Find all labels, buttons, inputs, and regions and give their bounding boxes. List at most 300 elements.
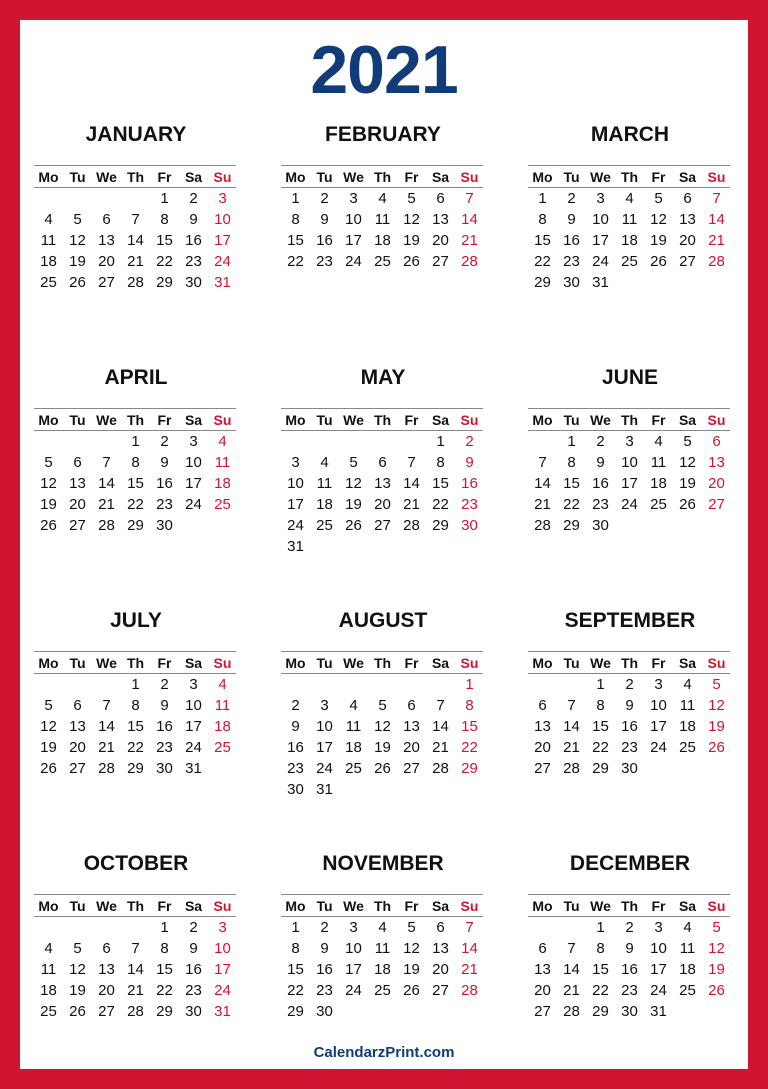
weekday-header: Mo [532, 898, 553, 914]
day-cell: 19 [69, 253, 86, 270]
weekday-header: Tu [563, 898, 580, 914]
day-cell: 27 [534, 760, 551, 777]
day-cell: 19 [708, 718, 725, 735]
day-cell: 30 [156, 760, 173, 777]
day-cell: 10 [345, 940, 362, 957]
day-cell: 7 [465, 190, 474, 207]
day-cell: 12 [679, 454, 696, 471]
day-cell: 26 [650, 253, 667, 270]
day-cell: 20 [534, 739, 551, 756]
day-cell: 7 [131, 940, 140, 957]
day-cell: 27 [534, 1003, 551, 1020]
day-cell: 3 [189, 676, 198, 693]
day-cell: 9 [596, 454, 605, 471]
day-cell: 30 [621, 760, 638, 777]
day-cell: 18 [214, 475, 231, 492]
empty-cell [92, 431, 121, 452]
day-cell: 16 [316, 232, 333, 249]
day-cell: 12 [40, 475, 57, 492]
empty-cell [528, 431, 557, 452]
day-cell: 2 [291, 697, 300, 714]
day-cell: 20 [534, 982, 551, 999]
day-cell: 6 [102, 211, 111, 228]
day-cell: 10 [214, 211, 231, 228]
day-cell: 27 [374, 517, 391, 534]
day-cell: 17 [592, 232, 609, 249]
day-cell: 28 [98, 517, 115, 534]
weekday-header: Th [620, 412, 639, 428]
day-cell: 21 [563, 739, 580, 756]
day-cell: 29 [127, 760, 144, 777]
day-cell: 7 [465, 919, 474, 936]
day-cell: 29 [563, 517, 580, 534]
day-grid [34, 167, 238, 293]
day-cell: 14 [461, 211, 478, 228]
day-cell: 5 [73, 211, 82, 228]
weekday-rule-top [34, 651, 236, 652]
day-cell: 2 [189, 919, 198, 936]
day-cell: 7 [407, 454, 416, 471]
day-cell: 3 [349, 190, 358, 207]
day-grid [281, 896, 485, 1022]
day-cell: 9 [189, 211, 198, 228]
day-cell: 19 [40, 496, 57, 513]
day-cell: 22 [534, 253, 551, 270]
day-cell: 23 [592, 496, 609, 513]
day-cell: 16 [621, 961, 638, 978]
day-cell: 21 [432, 739, 449, 756]
empty-cell [528, 917, 557, 938]
day-cell: 9 [320, 940, 329, 957]
day-cell: 12 [708, 697, 725, 714]
weekday-header: We [590, 898, 611, 914]
day-cell: 11 [214, 697, 231, 714]
day-cell: 17 [214, 961, 231, 978]
day-cell: 28 [534, 517, 551, 534]
day-cell: 7 [102, 697, 111, 714]
day-cell: 11 [679, 940, 696, 957]
day-cell: 24 [287, 517, 304, 534]
day-cell: 26 [345, 517, 362, 534]
day-cell: 3 [291, 454, 300, 471]
day-cell: 30 [592, 517, 609, 534]
day-cell: 25 [621, 253, 638, 270]
weekday-rule-top [34, 165, 236, 166]
month-name: SEPTEMBER [564, 609, 696, 632]
day-cell: 23 [185, 982, 202, 999]
day-cell: 13 [679, 211, 696, 228]
day-cell: 12 [374, 718, 391, 735]
day-cell: 26 [69, 1003, 86, 1020]
day-cell: 25 [40, 274, 57, 291]
day-cell: 8 [131, 697, 140, 714]
empty-cell [368, 674, 397, 695]
day-cell: 11 [374, 940, 391, 957]
day-cell: 17 [316, 739, 333, 756]
day-cell: 12 [69, 961, 86, 978]
day-grid [281, 410, 485, 557]
month-name: AUGUST [338, 609, 428, 632]
day-cell: 4 [349, 697, 358, 714]
day-cell: 20 [679, 232, 696, 249]
weekday-header: Mo [532, 412, 553, 428]
day-cell: 26 [374, 760, 391, 777]
day-cell: 21 [127, 253, 144, 270]
weekday-header: Tu [316, 169, 333, 185]
empty-cell [92, 917, 121, 938]
day-cell: 14 [563, 718, 580, 735]
day-cell: 5 [407, 190, 416, 207]
weekday-header: Su [460, 169, 479, 185]
day-cell: 1 [538, 190, 547, 207]
day-cell: 30 [185, 1003, 202, 1020]
day-cell: 23 [316, 982, 333, 999]
day-cell: 18 [316, 496, 333, 513]
day-cell: 18 [345, 739, 362, 756]
day-cell: 26 [679, 496, 696, 513]
day-cell: 2 [189, 190, 198, 207]
day-cell: 15 [156, 961, 173, 978]
day-cell: 16 [156, 475, 173, 492]
day-grid [281, 167, 485, 272]
weekday-header: Sa [184, 412, 203, 428]
day-grid [34, 896, 238, 1022]
weekday-header: Tu [316, 898, 333, 914]
day-cell: 25 [214, 496, 231, 513]
day-cell: 22 [592, 739, 609, 756]
day-cell: 28 [563, 760, 580, 777]
day-cell: 28 [432, 760, 449, 777]
day-cell: 20 [432, 232, 449, 249]
weekday-header: Fr [157, 169, 172, 185]
day-cell: 4 [218, 433, 227, 450]
day-cell: 18 [40, 982, 57, 999]
day-cell: 11 [40, 961, 57, 978]
weekday-header: Mo [38, 169, 59, 185]
empty-cell [34, 188, 63, 209]
month-name: JUNE [601, 366, 659, 389]
weekday-header: Mo [285, 655, 306, 671]
month-name: DECEMBER [569, 852, 691, 875]
day-cell: 3 [349, 919, 358, 936]
weekday-rule-top [281, 894, 483, 895]
weekday-header: Sa [431, 169, 450, 185]
day-cell: 1 [131, 433, 140, 450]
day-cell: 29 [156, 274, 173, 291]
weekday-rule-top [281, 651, 483, 652]
day-cell: 13 [403, 718, 420, 735]
day-cell: 7 [131, 211, 140, 228]
day-cell: 27 [98, 1003, 115, 1020]
day-cell: 6 [407, 697, 416, 714]
day-cell: 6 [436, 919, 445, 936]
day-cell: 12 [650, 211, 667, 228]
day-cell: 6 [73, 697, 82, 714]
day-cell: 2 [625, 676, 634, 693]
day-cell: 18 [679, 718, 696, 735]
day-cell: 8 [131, 454, 140, 471]
day-cell: 14 [563, 961, 580, 978]
weekday-header: Th [620, 655, 639, 671]
footer-brand: CalendarzPrint.com [313, 1044, 455, 1061]
day-cell: 11 [679, 697, 696, 714]
day-cell: 7 [567, 697, 576, 714]
day-cell: 8 [538, 211, 547, 228]
day-cell: 18 [374, 232, 391, 249]
weekday-header: We [590, 169, 611, 185]
empty-cell [281, 674, 310, 695]
day-cell: 29 [127, 517, 144, 534]
weekday-header: Mo [285, 898, 306, 914]
day-cell: 19 [708, 961, 725, 978]
day-cell: 17 [214, 232, 231, 249]
day-cell: 31 [185, 760, 202, 777]
day-cell: 20 [374, 496, 391, 513]
day-cell: 13 [69, 718, 86, 735]
day-cell: 19 [345, 496, 362, 513]
day-cell: 24 [621, 496, 638, 513]
day-cell: 26 [40, 760, 57, 777]
day-cell: 14 [461, 940, 478, 957]
day-cell: 13 [374, 475, 391, 492]
day-cell: 28 [403, 517, 420, 534]
day-cell: 14 [403, 475, 420, 492]
day-cell: 1 [291, 919, 300, 936]
weekday-header: Fr [651, 412, 666, 428]
empty-cell [528, 674, 557, 695]
day-cell: 5 [654, 190, 663, 207]
day-cell: 26 [403, 253, 420, 270]
day-cell: 23 [316, 253, 333, 270]
weekday-rule-top [528, 408, 730, 409]
day-cell: 29 [287, 1003, 304, 1020]
day-cell: 2 [320, 190, 329, 207]
weekday-header: Th [373, 655, 392, 671]
empty-cell [63, 674, 92, 695]
day-cell: 21 [127, 982, 144, 999]
day-cell: 16 [156, 718, 173, 735]
day-grid [528, 167, 732, 293]
day-cell: 12 [69, 232, 86, 249]
day-cell: 30 [316, 1003, 333, 1020]
day-cell: 10 [287, 475, 304, 492]
day-cell: 24 [650, 739, 667, 756]
day-cell: 6 [436, 190, 445, 207]
day-grid [528, 896, 732, 1022]
day-cell: 23 [461, 496, 478, 513]
day-cell: 24 [316, 760, 333, 777]
day-cell: 3 [320, 697, 329, 714]
day-cell: 31 [316, 781, 333, 798]
day-cell: 13 [534, 718, 551, 735]
day-cell: 25 [650, 496, 667, 513]
day-cell: 29 [156, 1003, 173, 1020]
day-cell: 13 [69, 475, 86, 492]
weekday-header: Sa [184, 655, 203, 671]
day-grid [528, 653, 732, 779]
day-cell: 27 [98, 274, 115, 291]
weekday-header: Th [126, 169, 145, 185]
day-cell: 13 [534, 961, 551, 978]
day-cell: 4 [44, 940, 53, 957]
day-cell: 15 [127, 718, 144, 735]
day-cell: 17 [650, 718, 667, 735]
day-cell: 8 [291, 211, 300, 228]
day-cell: 14 [98, 718, 115, 735]
weekday-header: Sa [678, 412, 697, 428]
day-cell: 20 [432, 961, 449, 978]
day-cell: 1 [160, 190, 169, 207]
day-cell: 27 [679, 253, 696, 270]
weekday-header: Th [620, 898, 639, 914]
day-cell: 25 [679, 982, 696, 999]
weekday-header: We [96, 898, 117, 914]
weekday-header: Tu [69, 655, 86, 671]
day-cell: 8 [596, 697, 605, 714]
day-cell: 15 [287, 961, 304, 978]
day-grid [34, 410, 238, 536]
weekday-header: Fr [404, 169, 419, 185]
day-cell: 21 [708, 232, 725, 249]
empty-cell [63, 917, 92, 938]
day-cell: 25 [345, 760, 362, 777]
day-cell: 31 [214, 274, 231, 291]
day-cell: 19 [374, 739, 391, 756]
weekday-rule-top [528, 894, 730, 895]
day-cell: 8 [567, 454, 576, 471]
weekday-header: Mo [532, 655, 553, 671]
day-cell: 24 [214, 253, 231, 270]
weekday-header: Tu [69, 898, 86, 914]
day-cell: 1 [131, 676, 140, 693]
day-cell: 25 [316, 517, 333, 534]
day-cell: 4 [683, 919, 692, 936]
day-cell: 1 [160, 919, 169, 936]
day-cell: 6 [538, 940, 547, 957]
empty-cell [557, 917, 586, 938]
weekday-header: We [96, 655, 117, 671]
calendar-sheet [20, 20, 748, 1069]
day-cell: 3 [625, 433, 634, 450]
day-cell: 30 [461, 517, 478, 534]
day-cell: 29 [592, 1003, 609, 1020]
weekday-header: Su [213, 169, 232, 185]
day-cell: 2 [465, 433, 474, 450]
weekday-header: We [96, 412, 117, 428]
day-cell: 6 [73, 454, 82, 471]
day-cell: 4 [320, 454, 329, 471]
weekday-header: We [343, 898, 364, 914]
day-cell: 23 [156, 739, 173, 756]
day-cell: 17 [650, 961, 667, 978]
day-cell: 4 [625, 190, 634, 207]
weekday-header: Tu [563, 655, 580, 671]
day-cell: 20 [69, 496, 86, 513]
weekday-header: Su [707, 655, 726, 671]
day-cell: 25 [40, 1003, 57, 1020]
empty-cell [426, 674, 455, 695]
day-cell: 15 [127, 475, 144, 492]
day-cell: 12 [40, 718, 57, 735]
day-cell: 22 [287, 253, 304, 270]
day-cell: 15 [534, 232, 551, 249]
day-cell: 6 [712, 433, 721, 450]
day-cell: 27 [708, 496, 725, 513]
day-cell: 19 [650, 232, 667, 249]
weekday-header: Th [373, 898, 392, 914]
day-cell: 10 [316, 718, 333, 735]
day-cell: 3 [654, 919, 663, 936]
day-cell: 16 [316, 961, 333, 978]
day-cell: 28 [127, 274, 144, 291]
empty-cell [368, 431, 397, 452]
day-cell: 5 [44, 454, 53, 471]
day-cell: 8 [436, 454, 445, 471]
day-cell: 5 [683, 433, 692, 450]
day-cell: 20 [403, 739, 420, 756]
day-cell: 28 [708, 253, 725, 270]
day-cell: 19 [69, 982, 86, 999]
day-cell: 10 [650, 940, 667, 957]
day-cell: 11 [374, 211, 391, 228]
day-cell: 23 [156, 496, 173, 513]
day-cell: 21 [563, 982, 580, 999]
day-cell: 14 [534, 475, 551, 492]
weekday-header: We [590, 655, 611, 671]
day-cell: 30 [621, 1003, 638, 1020]
day-grid [281, 653, 485, 800]
weekday-header: Sa [431, 412, 450, 428]
day-cell: 12 [403, 940, 420, 957]
day-cell: 29 [432, 517, 449, 534]
day-cell: 10 [650, 697, 667, 714]
day-cell: 12 [708, 940, 725, 957]
weekday-header: Fr [651, 169, 666, 185]
day-cell: 30 [563, 274, 580, 291]
weekday-header: Sa [431, 898, 450, 914]
weekday-header: Fr [157, 412, 172, 428]
day-cell: 23 [563, 253, 580, 270]
empty-cell [34, 431, 63, 452]
weekday-header: Su [460, 655, 479, 671]
day-cell: 14 [98, 475, 115, 492]
day-cell: 24 [185, 496, 202, 513]
day-cell: 12 [403, 211, 420, 228]
day-cell: 4 [654, 433, 663, 450]
day-cell: 3 [189, 433, 198, 450]
day-cell: 14 [708, 211, 725, 228]
day-cell: 5 [349, 454, 358, 471]
weekday-header: Su [707, 412, 726, 428]
day-cell: 23 [621, 739, 638, 756]
weekday-header: Su [460, 898, 479, 914]
day-cell: 24 [185, 739, 202, 756]
day-cell: 8 [465, 697, 474, 714]
day-cell: 24 [345, 982, 362, 999]
day-cell: 27 [69, 760, 86, 777]
day-cell: 3 [218, 919, 227, 936]
day-cell: 18 [679, 961, 696, 978]
day-cell: 5 [712, 919, 721, 936]
day-cell: 22 [592, 982, 609, 999]
empty-cell [339, 674, 368, 695]
weekday-rule-top [281, 408, 483, 409]
weekday-header: Mo [285, 169, 306, 185]
day-cell: 4 [44, 211, 53, 228]
day-cell: 13 [432, 940, 449, 957]
day-cell: 7 [102, 454, 111, 471]
day-cell: 9 [160, 454, 169, 471]
